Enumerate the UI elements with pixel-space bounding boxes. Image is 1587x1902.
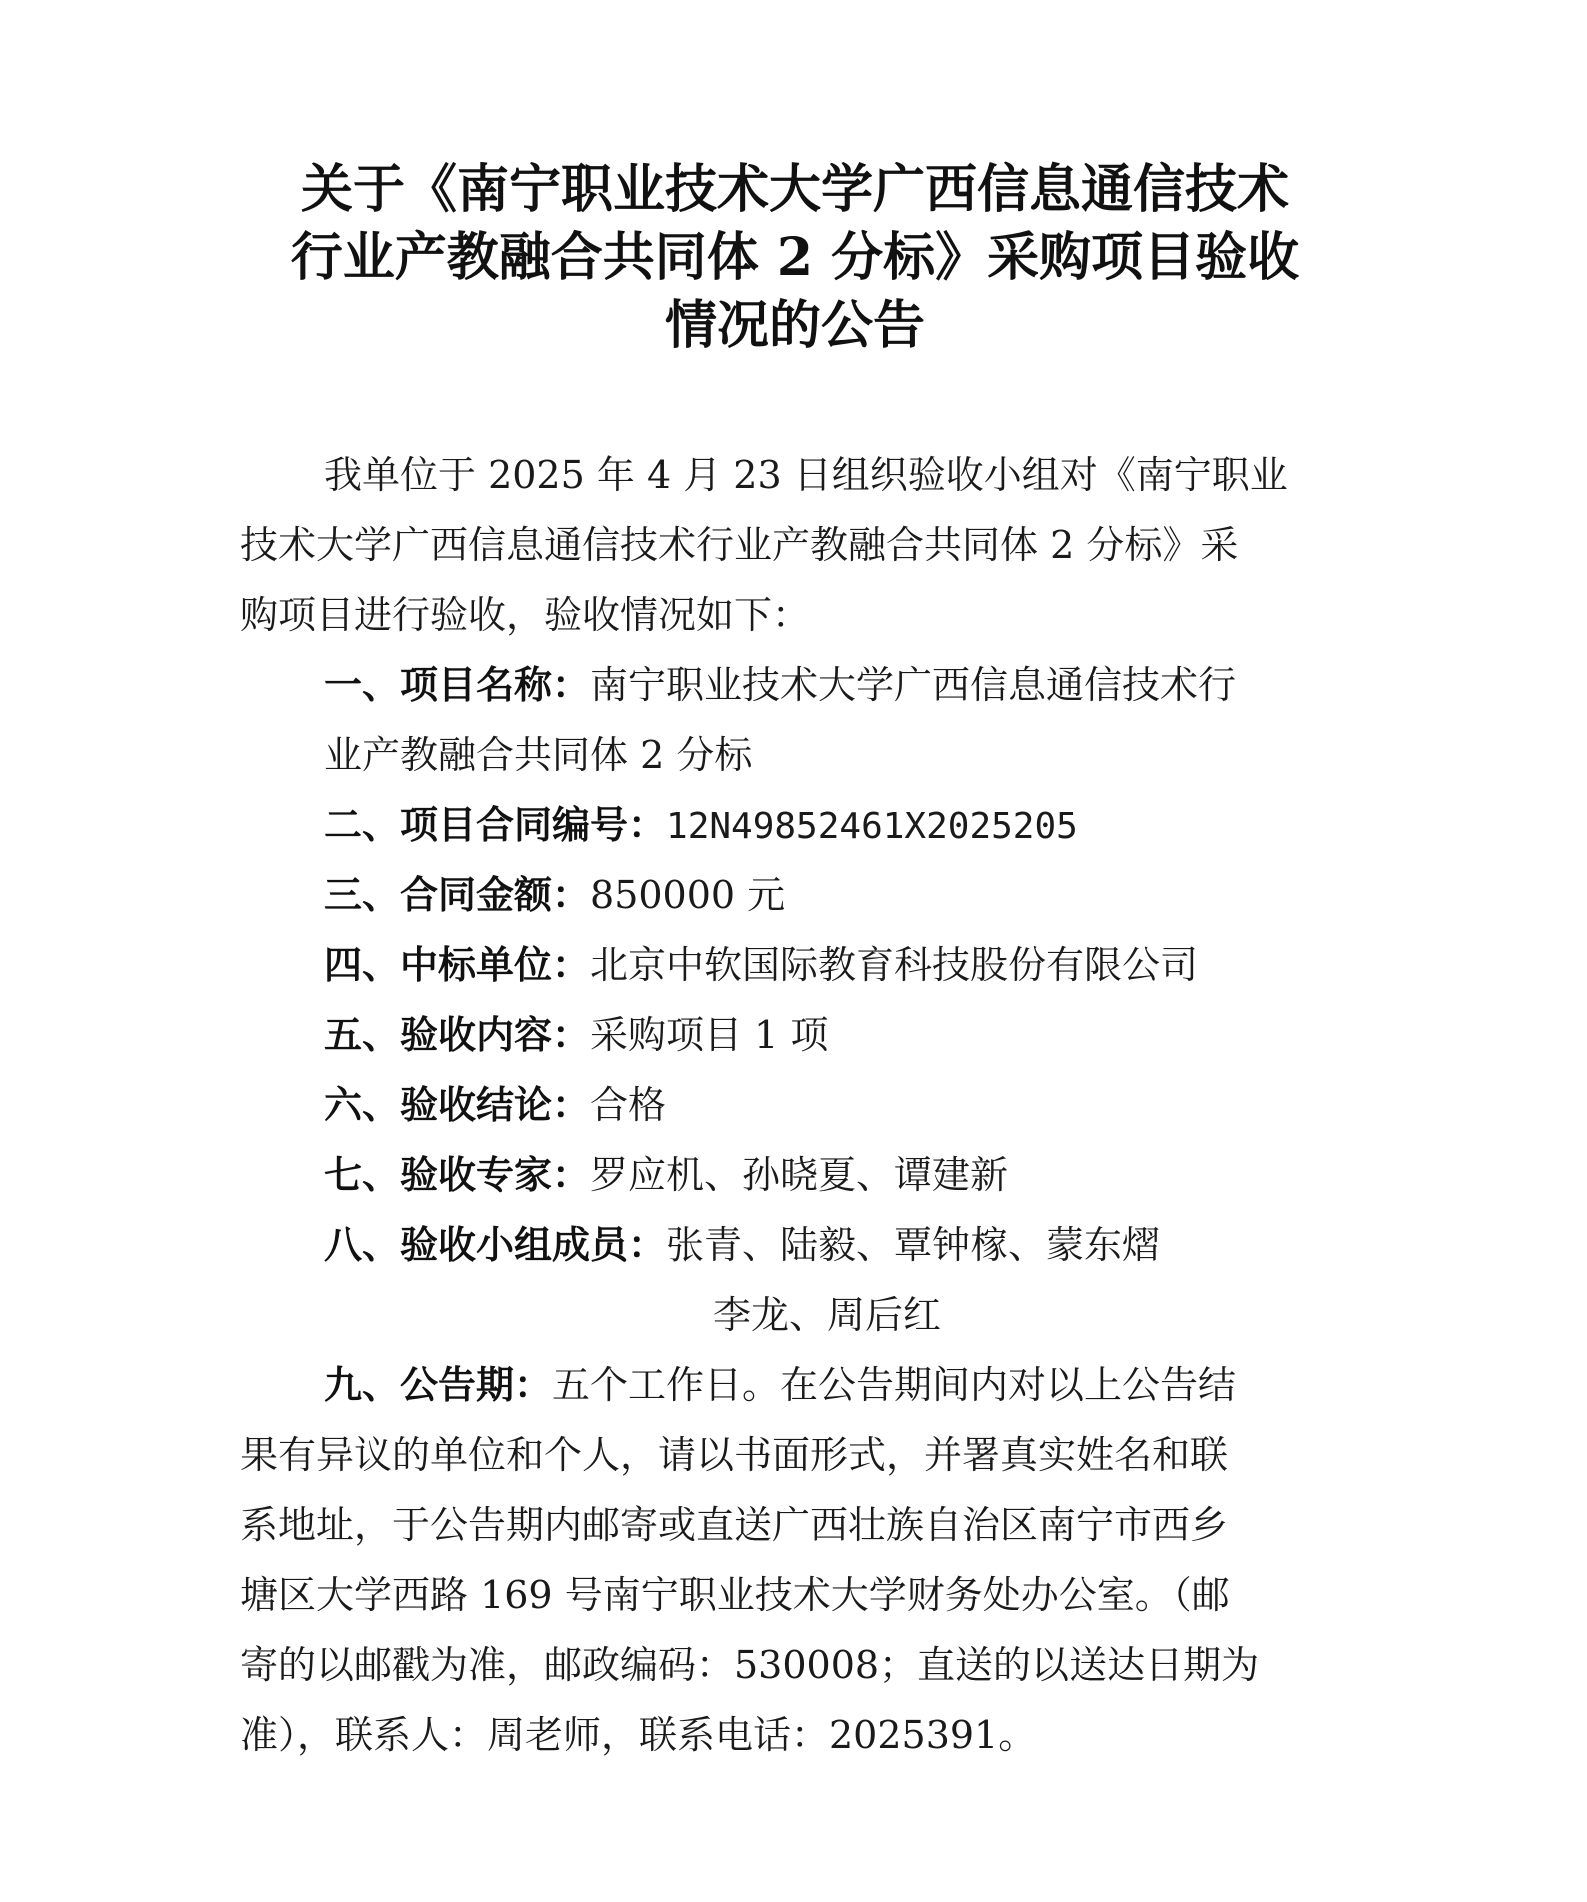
item-label: 二、项目合同编号： (324, 803, 667, 847)
item-label: 四、中标单位： (324, 943, 591, 987)
notice-line-3: 系地址，于公告期内邮寄或直送广西壮族自治区南宁市西乡 (240, 1503, 1229, 1547)
item-label: 六、验收结论： (324, 1083, 591, 1127)
item-value: 南宁职业技术大学广西信息通信技术行 (590, 663, 1237, 707)
item-value: 850000 元 (590, 873, 786, 917)
notice-line-6: 准），联系人：周老师，联系电话：2025391。 (240, 1713, 1037, 1757)
item-contract-amount (240, 860, 1350, 930)
item-acceptance-experts (240, 1140, 1350, 1210)
title-line-2: 行业产教融合共同体 2 分标》采购项目验收 (290, 227, 1300, 288)
notice-line-4: 塘区大学西路 169 号南宁职业技术大学财务处办公室。（邮 (240, 1573, 1230, 1617)
item-value: 北京中软国际教育科技股份有限公司 (590, 943, 1199, 987)
item-group-members (240, 1210, 1350, 1280)
item-project-name (240, 650, 1350, 720)
item-acceptance-content (240, 1000, 1350, 1070)
item-label: 七、验收专家： (324, 1153, 591, 1197)
item-contract-number (240, 790, 1350, 860)
item-winning-bidder (240, 930, 1350, 1000)
intro-line-1: 我单位于 2025 年 4 月 23 日组织验收小组对《南宁职业 (324, 453, 1288, 497)
item-label: 三、合同金额： (324, 873, 591, 917)
item-value: 合格 (590, 1083, 667, 1127)
item-label: 八、验收小组成员： (324, 1223, 667, 1267)
document-body (240, 440, 1350, 1770)
intro-line-3: 购项目进行验收，验收情况如下： (240, 593, 811, 637)
title-line-1: 关于《南宁职业技术大学广西信息通信技术 (300, 159, 1289, 220)
item-value: 罗应机、孙晓夏、谭建新 (590, 1153, 1009, 1197)
item-group-members-cont: 李龙、周后红 (713, 1293, 942, 1337)
notice-line-5: 寄的以邮戳为准，邮政编码：530008；直送的以送达日期为 (240, 1643, 1260, 1687)
title-line-3: 情况的公告 (664, 295, 925, 356)
document-title (240, 156, 1350, 360)
notice-period (240, 1350, 1350, 1420)
item-label: 一、项目名称： (324, 663, 591, 707)
item-acceptance-conclusion (240, 1070, 1350, 1140)
notice-text: 五个工作日。在公告期间内对以上公告结 (552, 1363, 1237, 1407)
intro-line-2: 技术大学广西信息通信技术行业产教融合共同体 2 分标》采 (240, 523, 1239, 567)
notice-label: 九、公告期： (324, 1363, 553, 1407)
item-value: 张青、陆毅、覃钟榢、蒙东熠 (666, 1223, 1161, 1267)
notice-line-2: 果有异议的单位和个人，请以书面形式，并署真实姓名和联 (240, 1433, 1229, 1477)
item-project-name-cont: 业产教融合共同体 2 分标 (324, 733, 753, 777)
item-value: 采购项目 1 项 (590, 1013, 829, 1057)
item-value: 12N49852461X2025205 (666, 806, 1078, 847)
item-label: 五、验收内容： (324, 1013, 591, 1057)
